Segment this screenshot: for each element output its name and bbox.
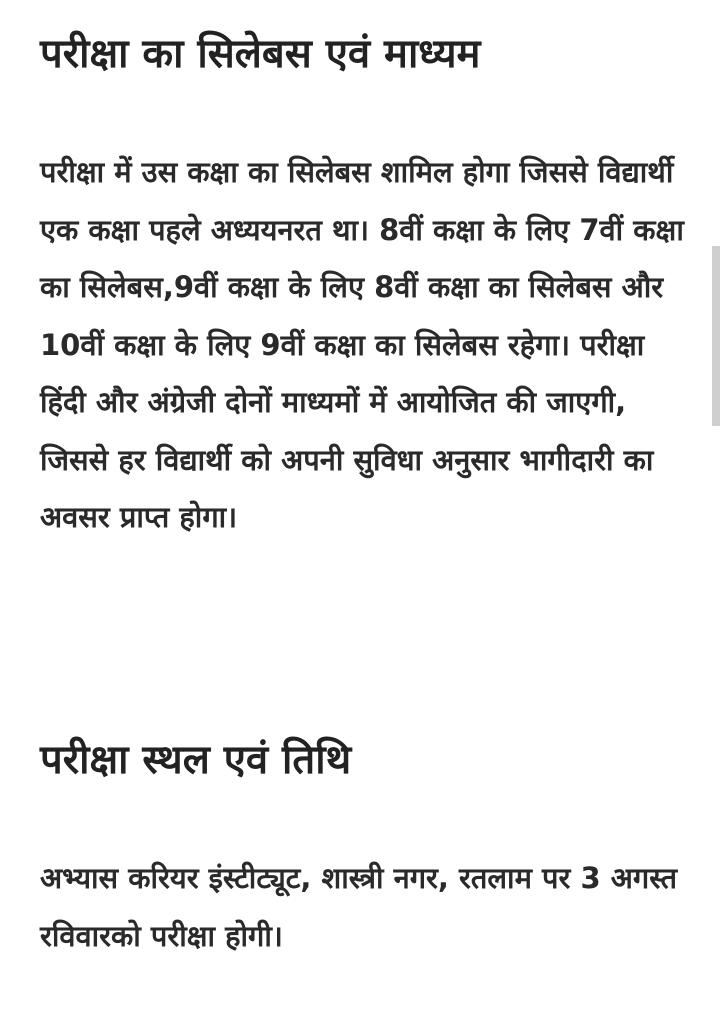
scrollbar-thumb[interactable] — [712, 246, 720, 426]
section-heading-venue: परीक्षा स्थल एवं तिथि — [40, 737, 352, 783]
section-heading-syllabus: परीक्षा का सिलेबस एवं माध्यम — [40, 31, 481, 77]
venue-paragraph: अभ्यास करियर इंस्टीट्यूट, शास्त्री नगर, रतलाम पर 3 अगस्त रविवारको परीक्षा होगी। — [40, 861, 678, 953]
syllabus-paragraph: परीक्षा में उस कक्षा का सिलेबस शामिल होगा जिससे विद्यार्थी एक कक्षा पहले अध्ययनरत था। 8वीं कक्षा के लिए 7वीं कक्षा का सिलेबस,9वीं कक्षा के लिए 8वीं कक्षा का सिलेबस और 10वीं कक्षा के लिए 9वीं कक्षा का सिलेबस रहेगा। परीक्षा हिंदी और अंग्रेजी दोनों माध्यमों में आयोजित की जाएगी, जिससे हर विद्यार्थी को अपनी सुविधा अनुसार भागीदारी का अवसर प्राप्त होगा। — [40, 155, 684, 534]
